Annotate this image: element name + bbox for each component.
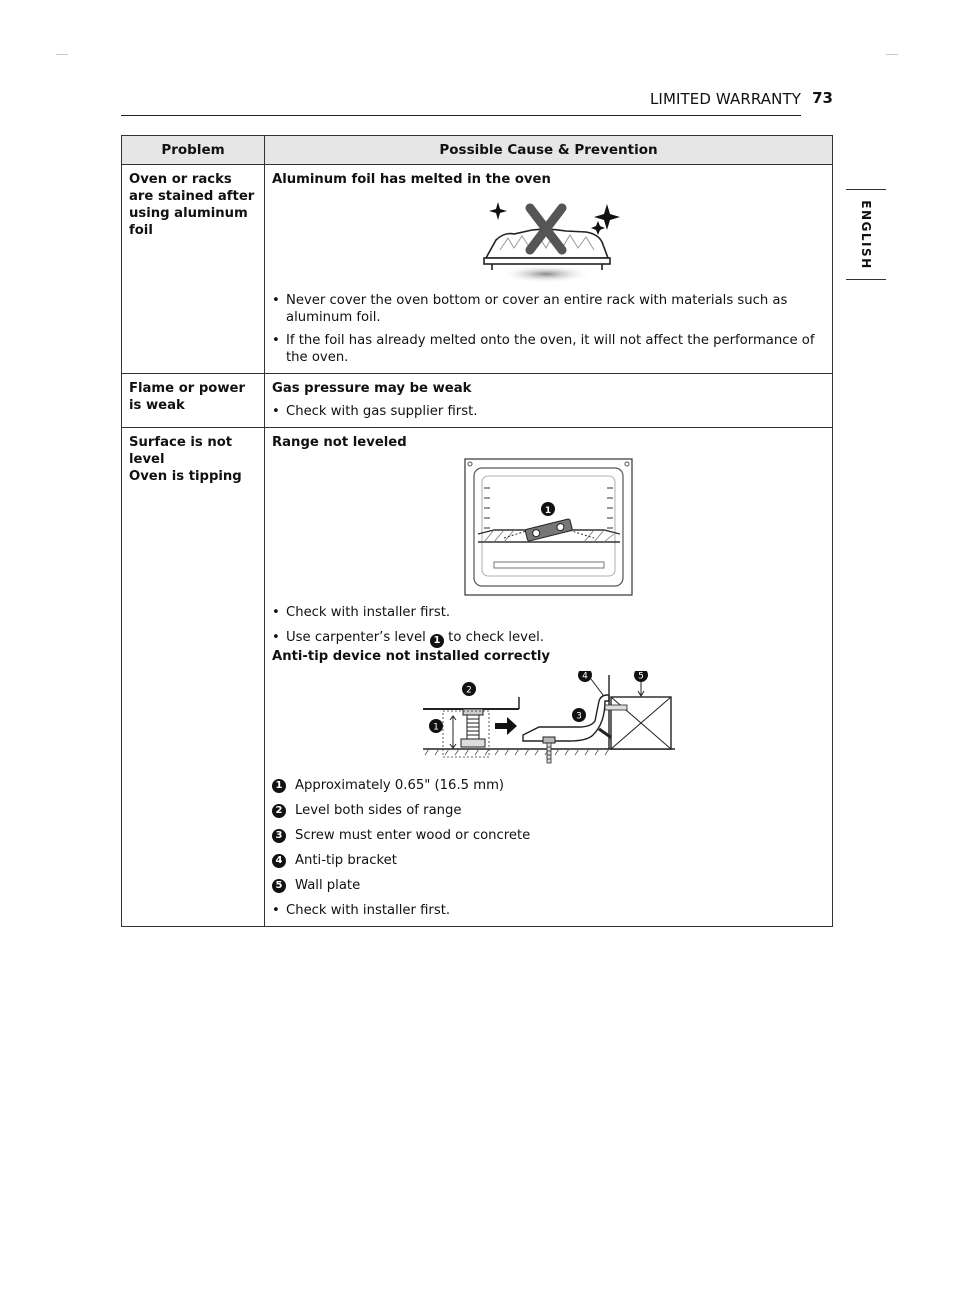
floor-hatch xyxy=(425,749,609,755)
level-text-before: Use carpenter’s level xyxy=(286,630,426,645)
list-item xyxy=(272,777,825,794)
gas-bullets xyxy=(272,403,825,420)
table-header-row xyxy=(122,136,833,165)
callout-leader-4 xyxy=(591,679,603,695)
anti-tip-legend xyxy=(272,777,825,919)
list-item xyxy=(272,629,825,648)
sparkle-left-icon xyxy=(489,202,507,220)
cause-title: Gas pressure may be weak xyxy=(272,381,472,396)
list-item: • If the foil has already melted onto the oven, it will not affect the performance of the oven. xyxy=(272,332,825,366)
leveling-bullets xyxy=(272,604,825,648)
dimension-arrow xyxy=(450,716,456,748)
crop-mark-right xyxy=(886,54,898,55)
callout-label: 4 xyxy=(581,671,588,682)
oven-level-illustration xyxy=(464,458,634,598)
legend-text: Wall plate xyxy=(295,878,361,893)
callout-label: 2 xyxy=(465,685,472,696)
page-number: 73 xyxy=(812,89,833,107)
list-item xyxy=(272,827,825,844)
callout-label: 1 xyxy=(432,722,439,733)
legend-text: Level both sides of range xyxy=(295,803,462,818)
troubleshooting-table xyxy=(121,135,833,927)
bracket-screw-head xyxy=(543,737,555,743)
cause-cell xyxy=(265,374,833,428)
cause-title: Aluminum foil has melted in the oven xyxy=(272,172,551,187)
header-rule xyxy=(121,115,801,116)
anti-tip-bracket xyxy=(523,695,609,741)
callout-label: 3 xyxy=(575,711,582,722)
column-header-problem: Problem xyxy=(122,136,265,165)
leveling-leg-thread xyxy=(467,715,479,739)
foil-bullets xyxy=(272,292,825,366)
level-text-after: to check level. xyxy=(448,630,544,645)
list-item xyxy=(272,852,825,869)
legend-marker: 1 xyxy=(272,779,286,793)
callout-leader-5 xyxy=(638,682,644,696)
sparkle-right-small-icon xyxy=(591,221,605,235)
foil-rack-illustration xyxy=(474,188,624,286)
list-item xyxy=(272,802,825,819)
cause-cell xyxy=(265,165,833,374)
language-tab xyxy=(846,189,886,280)
list-item: • Never cover the oven bottom or cover an entire rack with materials such as aluminum foil. xyxy=(272,292,825,326)
floor-screw xyxy=(547,743,551,763)
problem-line: Oven is tipping xyxy=(129,469,242,484)
problem-cell: Oven or racks are stained after using aluminum foil xyxy=(122,165,265,374)
legend-marker: 4 xyxy=(272,854,286,868)
cause-title: Range not leveled xyxy=(272,435,407,450)
legend-text: Screw must enter wood or concrete xyxy=(295,828,531,843)
list-item: • Check with installer first. xyxy=(272,604,825,621)
leveling-leg-nut xyxy=(461,739,485,747)
table-row xyxy=(122,165,833,374)
cause-cell xyxy=(265,428,833,927)
wall-screw xyxy=(605,705,627,710)
crop-mark-left xyxy=(56,54,68,55)
section-title: LIMITED WARRANTY xyxy=(649,90,801,108)
page-header xyxy=(121,88,833,116)
legend-marker: 2 xyxy=(272,804,286,818)
anti-tip-illustration xyxy=(419,671,679,769)
legend-marker: 3 xyxy=(272,829,286,843)
list-item: • Check with gas supplier first. xyxy=(272,403,825,420)
language-tab-label: ENGLISH xyxy=(859,199,873,270)
problem-cell: Flame or power is weak xyxy=(122,374,265,428)
callout-label: 5 xyxy=(637,671,644,682)
leg-dashed-outline xyxy=(443,711,489,757)
table-row xyxy=(122,374,833,428)
inline-marker: 1 xyxy=(430,634,444,648)
table-row xyxy=(122,428,833,927)
problem-cell xyxy=(122,428,265,927)
legend-text: Anti-tip bracket xyxy=(295,853,397,868)
leveling-leg-foot xyxy=(463,709,483,715)
rack-shadow xyxy=(500,265,592,283)
callout-label: 1 xyxy=(544,506,551,516)
list-item: • Check with installer first. xyxy=(272,902,825,919)
problem-line: Surface is not level xyxy=(129,435,233,467)
list-item xyxy=(272,877,825,894)
legend-text: Approximately 0.65" (16.5 mm) xyxy=(295,778,505,793)
cause-title-2: Anti-tip device not installed correctly xyxy=(272,649,550,664)
legend-marker: 5 xyxy=(272,879,286,893)
column-header-cause: Possible Cause & Prevention xyxy=(265,136,833,165)
direction-arrow-icon xyxy=(495,717,517,735)
rack-base xyxy=(484,258,610,264)
